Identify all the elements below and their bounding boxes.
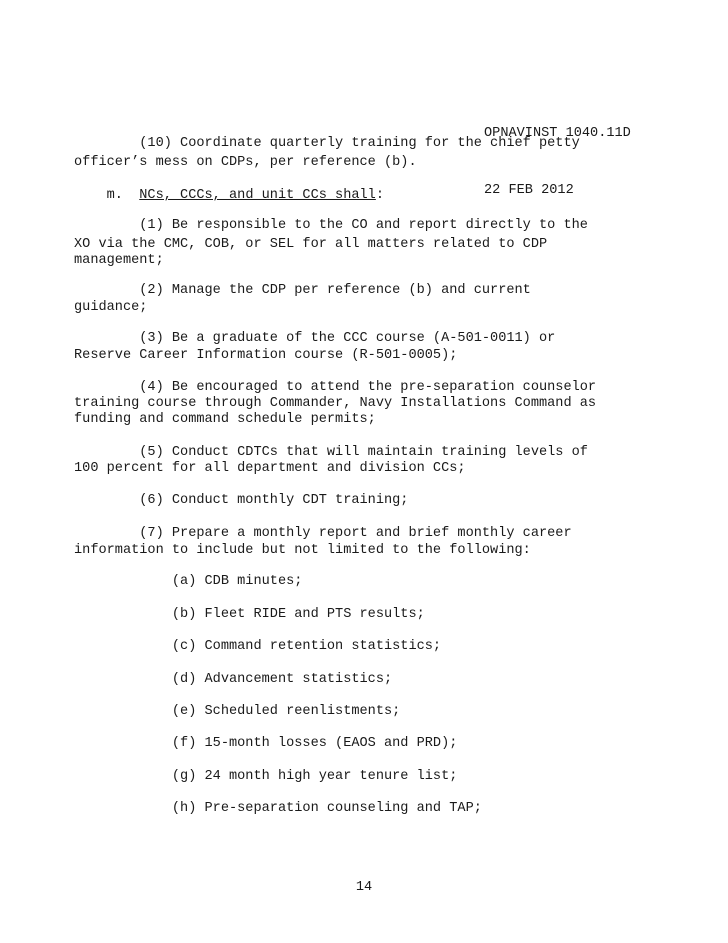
paragraph-m-suffix: : [375, 188, 385, 203]
sub-item-c: (c) Command retention statistics; [74, 639, 442, 654]
paragraph-5-line-1: (5) Conduct CDTCs that will maintain training levels of [74, 445, 588, 460]
sub-item-a: (a) CDB minutes; [74, 574, 303, 589]
paragraph-7-line-1: (7) Prepare a monthly report and brief monthly career [74, 526, 572, 541]
paragraph-3-line-2: Reserve Career Information course (R-501-0005); [74, 348, 458, 363]
paragraph-4-line-1: (4) Be encouraged to attend the pre-separation counselor [74, 380, 597, 395]
paragraph-6-line-1: (6) Conduct monthly CDT training; [74, 493, 409, 508]
page-number: 14 [355, 880, 373, 895]
paragraph-1-line-1: (1) Be responsible to the CO and report directly to the [74, 218, 588, 233]
paragraph-m-prefix: m. [74, 188, 140, 203]
paragraph-5-line-2: 100 percent for all department and division CCs; [74, 461, 466, 476]
paragraph-10-line-2: officer’s mess on CDPs, per reference (b). [74, 155, 417, 170]
instruction-number: OPNAVINST 1040.11D [484, 126, 631, 141]
sub-item-g: (g) 24 month high year tenure list; [74, 769, 458, 784]
sub-item-d: (d) Advancement statistics; [74, 672, 393, 687]
paragraph-m-heading [74, 186, 384, 205]
sub-item-e: (e) Scheduled reenlistments; [74, 704, 401, 719]
paragraph-1-line-2: XO via the CMC, COB, or SEL for all matters related to CDP [74, 237, 548, 252]
sub-item-h: (h) Pre-separation counseling and TAP; [74, 801, 482, 816]
document-date: 22 FEB 2012 [484, 183, 574, 198]
paragraph-4-line-2: training course through Commander, Navy Installations Command as [74, 396, 597, 411]
paragraph-4-line-3: funding and command schedule permits; [74, 412, 376, 427]
paragraph-7-line-2: information to include but not limited to the following: [74, 543, 531, 558]
paragraph-2-line-2: guidance; [74, 300, 148, 315]
paragraph-m-heading-text: NCs, CCCs, and unit CCs shall [139, 188, 376, 203]
paragraph-2-line-1: (2) Manage the CDP per reference (b) and current [74, 283, 531, 298]
sub-item-f: (f) 15-month losses (EAOS and PRD); [74, 736, 458, 751]
paragraph-1-line-3: management; [74, 253, 164, 268]
paragraph-3-line-1: (3) Be a graduate of the CCC course (A-501-0011) or [74, 331, 556, 346]
paragraph-10-line-1: (10) Coordinate quarterly training for the chief petty [74, 136, 580, 151]
sub-item-b: (b) Fleet RIDE and PTS results; [74, 607, 425, 622]
